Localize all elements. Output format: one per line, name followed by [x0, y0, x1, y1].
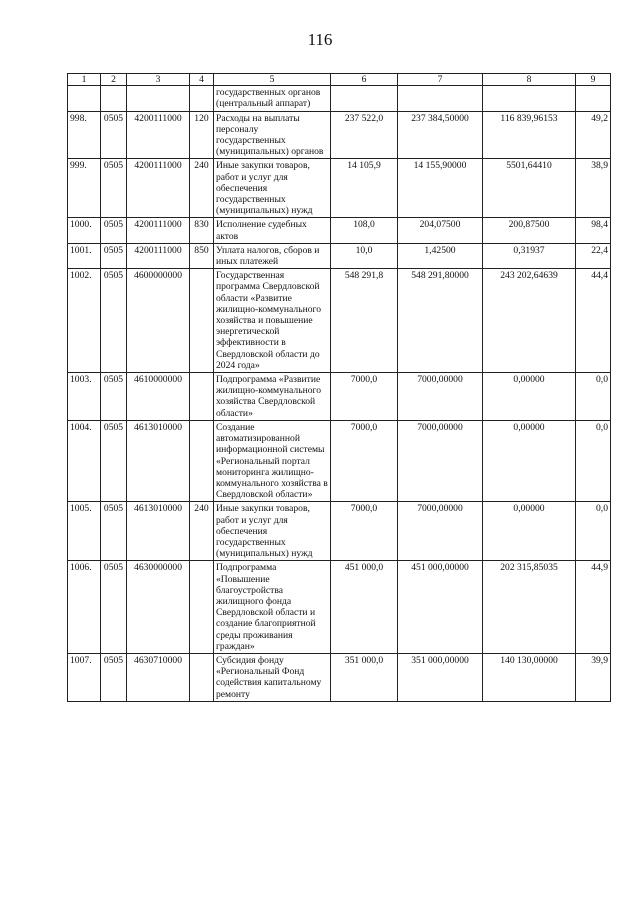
row-number-cell: 1005.: [68, 502, 101, 561]
target-code-cell: 4610000000: [127, 373, 190, 421]
section-code-cell: 0505: [101, 269, 127, 373]
percent-cell: 38,9: [576, 159, 611, 218]
amount-cell: [398, 86, 483, 111]
expense-type-cell: 830: [190, 218, 214, 243]
target-code-cell: 4600000000: [127, 269, 190, 373]
table-row: [68, 420, 611, 501]
header-cell: 3: [127, 74, 190, 86]
item-name-cell: Подпрограмма «Развитие жилищно-коммунального хозяйства Свердловской области»: [214, 373, 331, 421]
item-name-cell: Иные закупки товаров, работ и услуг для обеспечения государственных (муниципальных) нужд: [214, 502, 331, 561]
item-name-cell: Уплата налогов, сборов и иных платежей: [214, 243, 331, 268]
row-number-cell: 1006.: [68, 561, 101, 654]
target-code-cell: 4630710000: [127, 653, 190, 701]
target-code-cell: [127, 86, 190, 111]
section-code-cell: 0505: [101, 420, 127, 501]
amount-cell: 1,42500: [398, 243, 483, 268]
amount-cell: 10,0: [331, 243, 398, 268]
row-number-cell: 1001.: [68, 243, 101, 268]
section-code-cell: 0505: [101, 159, 127, 218]
table-row: [68, 243, 611, 268]
header-cell: 5: [214, 74, 331, 86]
row-number-cell: 1004.: [68, 420, 101, 501]
amount-cell: 7000,00000: [398, 420, 483, 501]
target-code-cell: 4613010000: [127, 502, 190, 561]
item-name-cell: Расходы на выплаты персоналу государственных (муниципальных) органов: [214, 111, 331, 159]
header-cell: 7: [398, 74, 483, 86]
percent-cell: 22,4: [576, 243, 611, 268]
item-name-cell: Создание автоматизированной информационной системы «Региональный портал мониторинга жилищно-коммунального хозяйства в Свердловской области»: [214, 420, 331, 501]
table-row: [68, 653, 611, 701]
target-code-cell: 4630000000: [127, 561, 190, 654]
table-row: [68, 218, 611, 243]
row-number-cell: 1003.: [68, 373, 101, 421]
amount-cell: 548 291,80000: [398, 269, 483, 373]
amount-cell: 351 000,00000: [398, 653, 483, 701]
expense-type-cell: [190, 561, 214, 654]
row-number-cell: 1007.: [68, 653, 101, 701]
section-code-cell: 0505: [101, 373, 127, 421]
amount-cell: 140 130,00000: [483, 653, 576, 701]
expense-type-cell: [190, 653, 214, 701]
table-row: [68, 561, 611, 654]
expense-type-cell: 120: [190, 111, 214, 159]
amount-cell: 200,87500: [483, 218, 576, 243]
section-code-cell: 0505: [101, 653, 127, 701]
amount-cell: 548 291,8: [331, 269, 398, 373]
section-code-cell: 0505: [101, 111, 127, 159]
target-code-cell: 4613010000: [127, 420, 190, 501]
percent-cell: 98,4: [576, 218, 611, 243]
header-row: [68, 74, 611, 86]
amount-cell: 204,07500: [398, 218, 483, 243]
row-number-cell: 999.: [68, 159, 101, 218]
amount-cell: 451 000,00000: [398, 561, 483, 654]
section-code-cell: 0505: [101, 218, 127, 243]
page-number: 116: [307, 30, 333, 49]
amount-cell: [331, 86, 398, 111]
amount-cell: 7000,00000: [398, 373, 483, 421]
amount-cell: 7000,0: [331, 373, 398, 421]
expense-type-cell: 240: [190, 502, 214, 561]
header-cell: 4: [190, 74, 214, 86]
percent-cell: 0,0: [576, 373, 611, 421]
table-row: [68, 111, 611, 159]
item-name-cell: Иные закупки товаров, работ и услуг для обеспечения государственных (муниципальных) нужд: [214, 159, 331, 218]
target-code-cell: 4200111000: [127, 243, 190, 268]
expense-type-cell: [190, 269, 214, 373]
section-code-cell: 0505: [101, 243, 127, 268]
section-code-cell: 0505: [101, 502, 127, 561]
amount-cell: 14 105,9: [331, 159, 398, 218]
row-number-cell: 998.: [68, 111, 101, 159]
expense-type-cell: [190, 420, 214, 501]
percent-cell: 0,0: [576, 502, 611, 561]
row-number-cell: 1002.: [68, 269, 101, 373]
amount-cell: 237 522,0: [331, 111, 398, 159]
target-code-cell: 4200111000: [127, 218, 190, 243]
item-name-cell: государственных органов (центральный аппарат): [214, 86, 331, 111]
amount-cell: 0,00000: [483, 373, 576, 421]
amount-cell: 243 202,64639: [483, 269, 576, 373]
amount-cell: 108,0: [331, 218, 398, 243]
percent-cell: 39,9: [576, 653, 611, 701]
table-row: [68, 373, 611, 421]
percent-cell: 44,4: [576, 269, 611, 373]
item-name-cell: Исполнение судебных актов: [214, 218, 331, 243]
amount-cell: 7000,0: [331, 420, 398, 501]
percent-cell: 44,9: [576, 561, 611, 654]
amount-cell: 14 155,90000: [398, 159, 483, 218]
table-body: [68, 86, 611, 702]
header-cell: 2: [101, 74, 127, 86]
amount-cell: [483, 86, 576, 111]
header-cell: 9: [576, 74, 611, 86]
header-cell: 6: [331, 74, 398, 86]
target-code-cell: 4200111000: [127, 159, 190, 218]
item-name-cell: Государственная программа Свердловской области «Развитие жилищно-коммунального хозяйства и повышение энергетической эффективности в Свердловской области до 2024 года»: [214, 269, 331, 373]
row-number-cell: [68, 86, 101, 111]
expense-type-cell: 240: [190, 159, 214, 218]
row-number-cell: 1000.: [68, 218, 101, 243]
section-code-cell: 0505: [101, 561, 127, 654]
table-row: [68, 502, 611, 561]
budget-table: [67, 73, 611, 702]
item-name-cell: Субсидия фонду «Региональный Фонд содействия капитальному ремонту: [214, 653, 331, 701]
percent-cell: 0,0: [576, 420, 611, 501]
amount-cell: 0,00000: [483, 420, 576, 501]
amount-cell: 116 839,96153: [483, 111, 576, 159]
table-row: [68, 86, 611, 111]
percent-cell: 49,2: [576, 111, 611, 159]
table-row: [68, 269, 611, 373]
amount-cell: 7000,0: [331, 502, 398, 561]
header-cell: 1: [68, 74, 101, 86]
amount-cell: 202 315,85035: [483, 561, 576, 654]
expense-type-cell: [190, 373, 214, 421]
amount-cell: 5501,64410: [483, 159, 576, 218]
amount-cell: 0,00000: [483, 502, 576, 561]
header-cell: 8: [483, 74, 576, 86]
amount-cell: 0,31937: [483, 243, 576, 268]
section-code-cell: [101, 86, 127, 111]
amount-cell: 7000,00000: [398, 502, 483, 561]
expense-type-cell: [190, 86, 214, 111]
percent-cell: [576, 86, 611, 111]
expense-type-cell: 850: [190, 243, 214, 268]
table-header: [68, 74, 611, 86]
item-name-cell: Подпрограмма «Повышение благоустройства жилищного фонда Свердловской области и создание благоприятной среды проживания граждан»: [214, 561, 331, 654]
amount-cell: 451 000,0: [331, 561, 398, 654]
amount-cell: 237 384,50000: [398, 111, 483, 159]
target-code-cell: 4200111000: [127, 111, 190, 159]
amount-cell: 351 000,0: [331, 653, 398, 701]
table-row: [68, 159, 611, 218]
